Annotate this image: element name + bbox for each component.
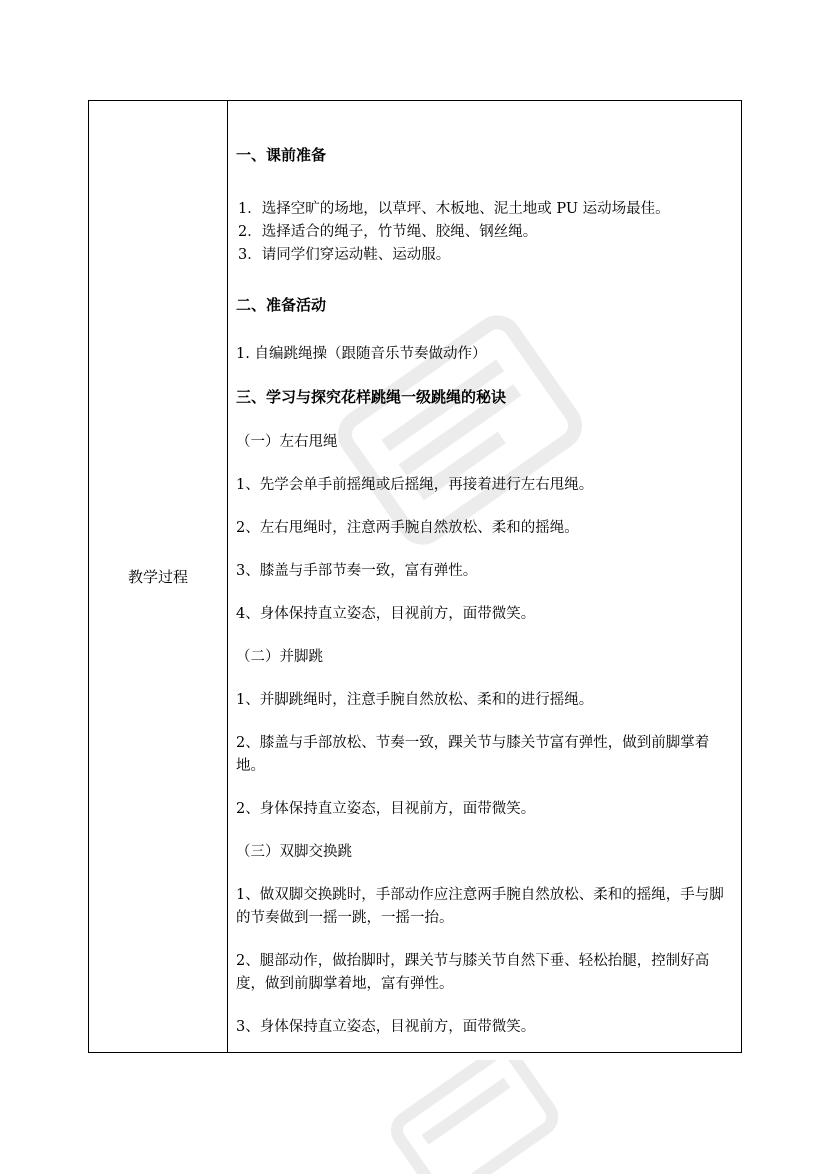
list-item: 1、做双脚交换跳时，手部动作应注意两手腕自然放松、柔和的摇绳，手与脚的节奏做到一摇一跳，一摇一抬。 xyxy=(236,886,724,926)
list-item: 3、膝盖与手部节奏一致，富有弹性。 xyxy=(236,562,478,579)
subsection-title-alternate-feet: （三）双脚交换跳 xyxy=(236,843,352,860)
list-item: 1．选择空旷的场地，以草坪、木板地、泥土地或 PU 运动场最佳。 xyxy=(238,200,670,217)
list-item: 1、先学会单手前摇绳或后摇绳，再接着进行左右甩绳。 xyxy=(236,476,594,493)
list-item: 2、左右甩绳时，注意两手腕自然放松、柔和的摇绳。 xyxy=(236,519,579,536)
list-item: 2．选择适合的绳子，竹节绳、胶绳、钢丝绳。 xyxy=(238,223,538,240)
list-item: 1. 自编跳绳操（跟随音乐节奏做动作） xyxy=(236,345,487,362)
section-title-learning: 三、学习与探究花样跳绳一级跳绳的秘诀 xyxy=(236,387,507,406)
list-item: 3．请同学们穿运动鞋、运动服。 xyxy=(238,246,451,263)
content-cell xyxy=(228,101,742,1053)
list-item: 2、腿部动作，做抬脚时，踝关节与膝关节自然下垂、轻松抬腿，控制好高度，做到前脚掌着地，富有弹性。 xyxy=(236,952,710,992)
list-item: 3、身体保持直立姿态，目视前方，面带微笑。 xyxy=(236,1018,536,1035)
row-label: 教学过程 xyxy=(89,101,228,1053)
list-item: 2、身体保持直立姿态，目视前方，面带微笑。 xyxy=(236,800,536,817)
list-item: 1、并脚跳绳时，注意手腕自然放松、柔和的进行摇绳。 xyxy=(236,691,594,708)
list-item: 4、身体保持直立姿态，目视前方，面带微笑。 xyxy=(236,605,536,622)
lesson-plan-table xyxy=(88,100,742,1053)
list-item: 2、膝盖与手部放松、节奏一致，踝关节与膝关节富有弹性，做到前脚掌着地。 xyxy=(236,734,710,774)
subsection-title-feet-together: （二）并脚跳 xyxy=(236,648,323,665)
section-title-prep: 一、课前准备 xyxy=(236,145,327,164)
lesson-content xyxy=(228,115,741,1039)
section-title-warmup: 二、准备活动 xyxy=(236,295,327,314)
watermark-icon-bottom xyxy=(380,1060,560,1174)
subsection-title-side-swing: （一）左右甩绳 xyxy=(236,433,338,450)
